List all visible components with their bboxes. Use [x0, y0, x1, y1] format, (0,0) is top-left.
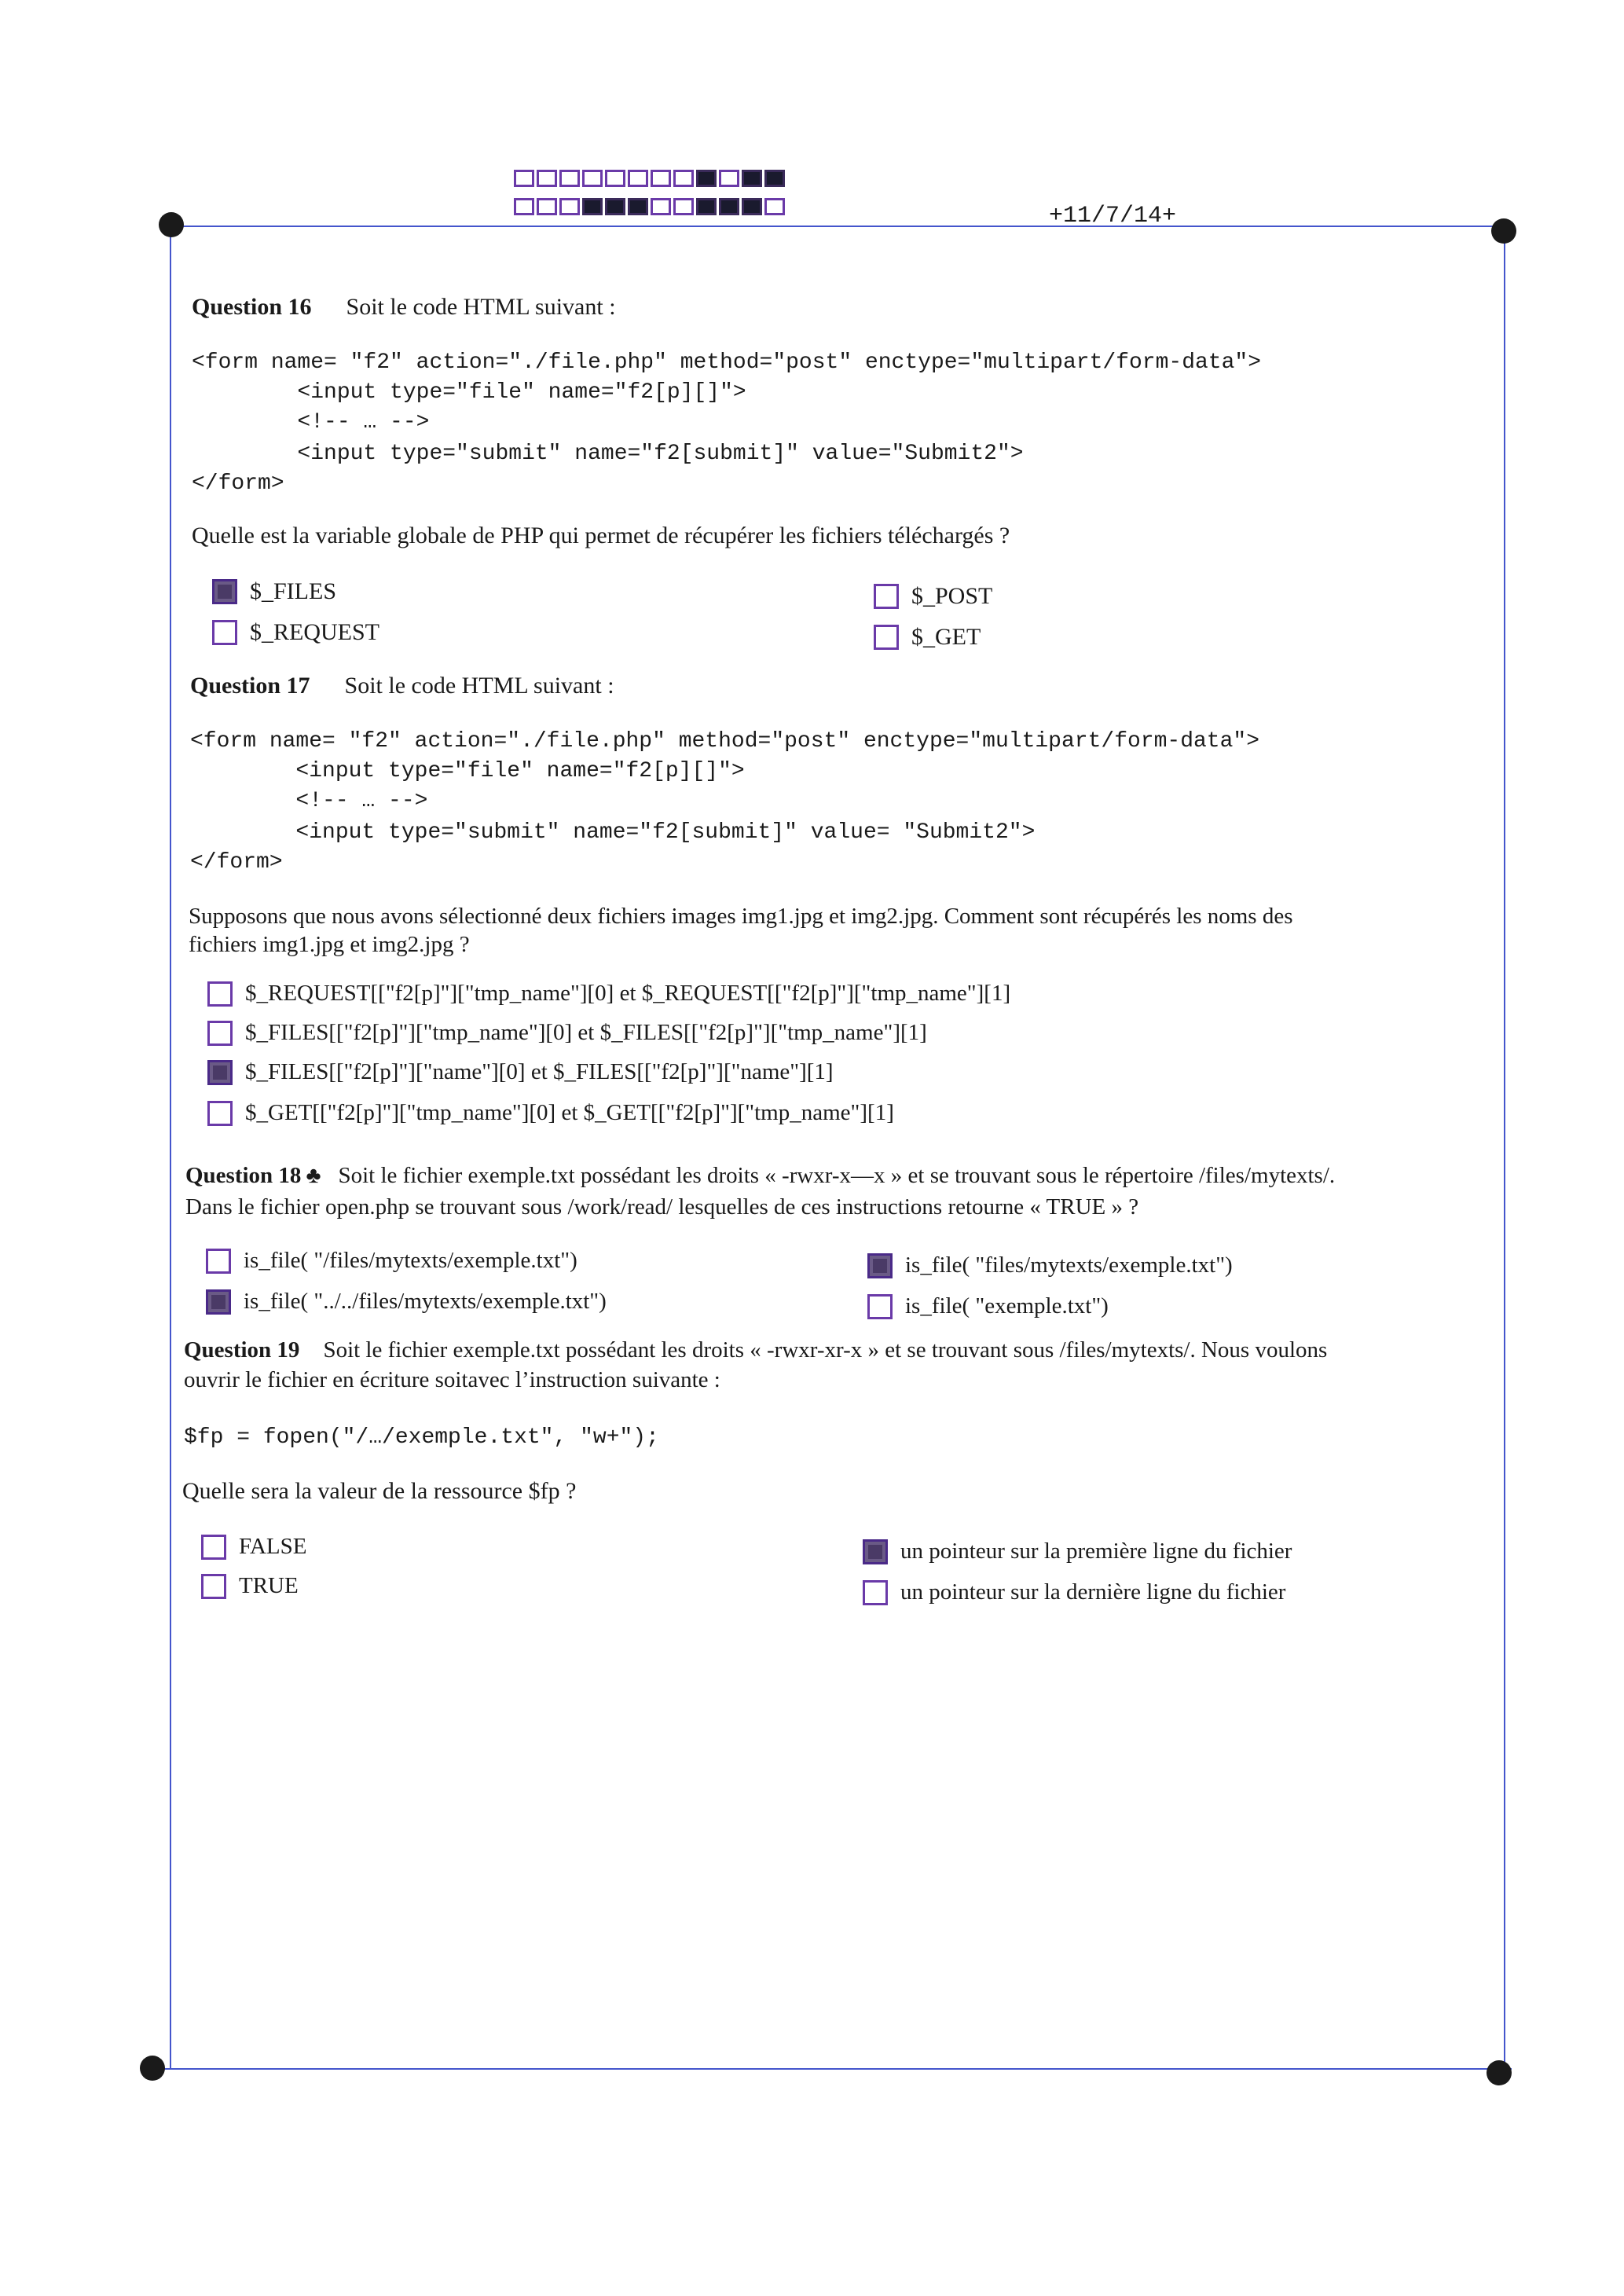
q16-code-line: <input type="file" name="f2[p][]"> — [192, 380, 746, 405]
q19-label: Question 19 — [184, 1337, 300, 1363]
q19-option-first-line[interactable] — [863, 1539, 1292, 1564]
option-label: FALSE — [239, 1534, 307, 1559]
option-label: is_file( "exemple.txt") — [905, 1293, 1109, 1319]
q19-header — [184, 1337, 1327, 1363]
checkbox[interactable] — [206, 1249, 231, 1274]
q17-option-1[interactable] — [207, 981, 1010, 1007]
frame-right — [1504, 230, 1505, 2069]
q17-header — [190, 673, 614, 699]
q19-line-2: ouvrir le fichier en écriture soitavec l’instruction suivante : — [184, 1367, 720, 1392]
checkbox[interactable] — [201, 1535, 226, 1560]
q16-option-post[interactable] — [874, 583, 992, 610]
q17-intro: Soit le code HTML suivant : — [344, 673, 614, 699]
q18-header — [185, 1163, 1335, 1189]
corner-mark-br — [1487, 2060, 1512, 2085]
option-label: $_REQUEST[["f2[p]"]["tmp_name"][0] et $_REQUEST[["f2[p]"]["tmp_name"][1] — [245, 981, 1011, 1006]
checkbox[interactable] — [207, 1021, 233, 1046]
frame-top — [171, 226, 1507, 227]
q17-label: Question 17 — [190, 673, 310, 699]
q16-option-files[interactable] — [212, 578, 336, 605]
q18-label: Question 18 — [185, 1163, 302, 1188]
checkbox-checked[interactable] — [867, 1253, 893, 1278]
checkbox-checked[interactable] — [863, 1539, 888, 1564]
checkbox-checked[interactable] — [207, 1060, 233, 1085]
q16-header — [192, 294, 616, 321]
option-label: $_FILES — [250, 578, 337, 604]
q18-option-2[interactable] — [867, 1253, 1233, 1278]
q19-code: $fp = fopen("/…/exemple.txt", "w+"); — [184, 1425, 659, 1450]
option-label: TRUE — [239, 1573, 299, 1598]
checkbox[interactable] — [201, 1574, 226, 1599]
q19-option-true[interactable] — [201, 1573, 299, 1599]
option-label: is_file( "files/mytexts/exemple.txt") — [905, 1253, 1233, 1278]
option-label: $_GET[["f2[p]"]["tmp_name"][0] et $_GET[["f2[p]"]["tmp_name"][1] — [245, 1100, 894, 1125]
q16-label: Question 16 — [192, 294, 312, 320]
q16-code-line: </form> — [192, 471, 284, 496]
checkbox[interactable] — [212, 620, 237, 645]
club-icon: ♣ — [306, 1163, 321, 1188]
q16-code-line: <input type="submit" name="f2[submit]" value="Submit2"> — [192, 442, 1024, 466]
checkbox[interactable] — [874, 584, 899, 609]
frame-left — [170, 226, 171, 2068]
q17-option-3[interactable] — [207, 1059, 834, 1085]
q17-question-line-2: fichiers img1.jpg et img2.jpg ? — [189, 932, 470, 957]
q18-line-2: Dans le fichier open.php se trouvant sous /work/read/ lesquelles de ces instructions retourne « TRUE » ? — [185, 1194, 1139, 1220]
option-label: is_file( "/files/mytexts/exemple.txt") — [244, 1248, 577, 1273]
q19-option-false[interactable] — [201, 1534, 306, 1560]
option-label: $_POST — [911, 583, 993, 609]
q16-option-request[interactable] — [212, 619, 379, 646]
q17-question-line-1: Supposons que nous avons sélectionné deux fichiers images img1.jpg et img2.jpg. Comment sont récupérés les noms des — [189, 904, 1293, 929]
checkbox[interactable] — [863, 1580, 888, 1605]
checkbox[interactable] — [207, 1101, 233, 1126]
option-label: un pointeur sur la dernière ligne du fichier — [900, 1579, 1286, 1605]
q18-line-1: Soit le fichier exemple.txt possédant les droits « -rwxr-x—x » et se trouvant sous le répertoire /files/mytexts/. — [338, 1163, 1336, 1188]
checkbox-checked[interactable] — [206, 1289, 231, 1315]
q16-code-line: <form name= "f2" action="./file.php" method="post" enctype="multipart/form-data"> — [192, 350, 1262, 375]
option-label: $_FILES[["f2[p]"]["tmp_name"][0] et $_FILES[["f2[p]"]["tmp_name"][1] — [245, 1020, 927, 1045]
q17-code-line: <input type="file" name="f2[p][]"> — [190, 759, 745, 783]
checkbox[interactable] — [207, 981, 233, 1007]
q18-option-3[interactable] — [206, 1289, 607, 1315]
id-code-row-1 — [514, 170, 787, 187]
q18-option-1[interactable] — [206, 1248, 577, 1274]
q17-option-4[interactable] — [207, 1100, 894, 1126]
q16-intro: Soit le code HTML suivant : — [346, 294, 616, 320]
corner-mark-tl — [159, 212, 184, 237]
q17-code-line: <input type="submit" name="f2[submit]" value= "Submit2"> — [190, 820, 1036, 845]
q19-option-last-line[interactable] — [863, 1579, 1285, 1605]
frame-bottom — [152, 2068, 1512, 2070]
q18-option-4[interactable] — [867, 1293, 1109, 1319]
checkbox[interactable] — [867, 1294, 893, 1319]
option-label: un pointeur sur la première ligne du fichier — [900, 1539, 1292, 1564]
q17-code-line: <form name= "f2" action="./file.php" method="post" enctype="multipart/form-data"> — [190, 729, 1260, 754]
option-label: $_FILES[["f2[p]"]["name"][0] et $_FILES[["f2[p]"]["name"][1] — [245, 1059, 834, 1084]
corner-mark-tr — [1491, 218, 1516, 244]
q17-code-line: </form> — [190, 850, 283, 875]
q16-question: Quelle est la variable globale de PHP qui permet de récupérer les fichiers téléchargés ? — [192, 523, 1010, 548]
q16-option-get[interactable] — [874, 624, 981, 651]
q19-question: Quelle sera la valeur de la ressource $fp ? — [182, 1478, 577, 1504]
option-label: $_REQUEST — [250, 619, 379, 645]
checkbox[interactable] — [874, 625, 899, 650]
page-id: +11/7/14+ — [1049, 203, 1177, 229]
option-label: is_file( "../../files/mytexts/exemple.txt") — [244, 1289, 607, 1314]
q17-code-line: <!-- … --> — [190, 789, 428, 813]
checkbox-checked[interactable] — [212, 579, 237, 604]
id-code-row-2 — [514, 198, 787, 215]
corner-mark-bl — [140, 2056, 165, 2081]
q17-option-2[interactable] — [207, 1020, 927, 1046]
q16-code-line: <!-- … --> — [192, 410, 430, 435]
option-label: $_GET — [911, 624, 981, 650]
q19-line-1: Soit le fichier exemple.txt possédant les droits « -rwxr-xr-x » et se trouvant sous /files/mytexts/. Nous voulons — [323, 1337, 1328, 1363]
